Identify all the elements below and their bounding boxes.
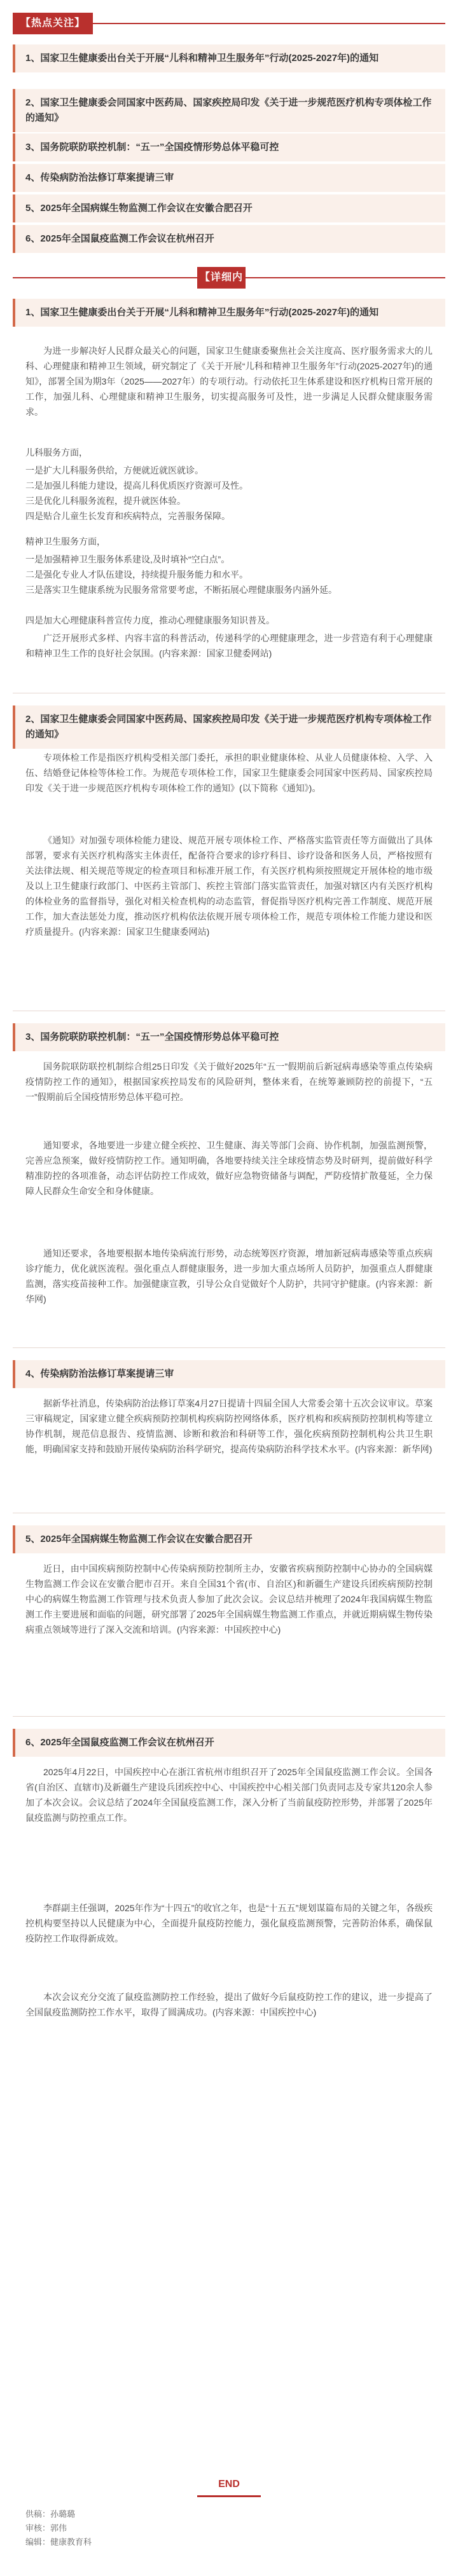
credit-reviewer: 审核：郭伟	[25, 2523, 67, 2533]
hot-section-header	[0, 13, 458, 34]
article-paragraph: 《通知》对加强专项体检能力建设、规范开展专项体检工作、严格落实监管责任等方面做出了具体部署，要求有关医疗机构落实主体责任，配备符合要求的诊疗科目、诊疗设备和医务人员，严格按照有关法律法规、相关规范等规定的检查项目和标准开展工作，有关医疗机构须按照规定开展体检的地市级及以上卫生健康行政部门、中医药主管部门、疾控主管部门落实监管责任，加强对辖区内有关医疗机构的体检业务的监督指导，强化对相关检查机构的动态监管，督促指导医疗机构完善工作制度、规范开展工作，加大查法惩处力度，推动医疗机构依法依规开展专项体检工作，规范专项体检工作能力建设和医疗质量提升。(内容来源：国家卫生健康委网站)	[25, 835, 433, 937]
end-label: END	[218, 2479, 240, 2490]
article-paragraph: 精神卫生服务方面，	[25, 536, 106, 547]
article-paragraph: 一是扩大儿科服务供给，方便就近就医就诊。	[25, 465, 204, 475]
article-paragraph: 通知要求，各地要进一步建立健全疾控、卫生健康、海关等部门会商、协作机制，加强监测预警，完善应急预案，做好疫情防控工作。通知明确，各地要持续关注全球疫情态势及时研判，提前做好科学精准防控的各项准备，动态评估防控工作成效，做好应急物资储备与调配，严防疫情扩散蔓延，全力保障人民群众生命安全和身体健康。	[25, 1140, 433, 1196]
article-paragraph: 四是加大心理健康科普宣传力度，推动心理健康服务知识普及。	[25, 615, 275, 625]
hot-item[interactable]: 6、2025年全国鼠疫监测工作会议在杭州召开	[13, 225, 445, 253]
credits	[25, 2507, 433, 2549]
article-paragraph: 为进一步解决好人民群众最关心的问题，国家卫生健康委聚焦社会关注度高、医疗服务需求大的儿科、心理健康和精神卫生领域，研究制定了《关于开展“儿科和精神卫生服务年”行动(2025-2027年)的通知》，部署全国为期3年（2025——2027年）的专项行动。行动依托卫生体系建设和医疗机构日常开展的工作，加强儿科、心理健康和精神卫生服务，切实提高服务可及性，进一步满足人民群众健康服务需求。	[25, 346, 433, 417]
article-paragraph: 三是优化儿科服务流程，提升就医体验。	[25, 496, 186, 506]
article-divider	[13, 1347, 445, 1348]
hot-item[interactable]: 3、国务院联防联控机制：“五一”全国疫情形势总体平稳可控	[13, 133, 445, 161]
article-title: 4、传染病防治法修订草案提请三审	[13, 1360, 445, 1388]
hot-item[interactable]: 4、传染病防治法修订草案提请三审	[13, 164, 445, 192]
hot-tag: 【热点关注】	[13, 13, 93, 34]
article-paragraph: 一是加强精神卫生服务体系建设,及时填补“空白点”。	[25, 554, 230, 564]
detail-section-header	[0, 267, 458, 289]
hot-item[interactable]: 1、国家卫生健康委出台关于开展“儿科和精神卫生服务年”行动(2025-2027年)的通知	[13, 44, 445, 72]
article-paragraph: 本次会议充分交流了鼠疫监测防控工作经验，提出了做好今后鼠疫防控工作的建议，进一步提高了全国鼠疫监测防控工作水平，取得了圆满成功。(内容来源：中国疾控中心)	[25, 1992, 433, 2017]
article-paragraph: 通知还要求，各地要根据本地传染病流行形势，动态统筹医疗资源，增加新冠病毒感染等重点疾病诊疗能力，优化就医流程。强化重点人群健康服务，进一步加大重点场所人员防护，加强重点人群健康监测，落实疫苗接种工作。加强健康宣教，引导公众自觉做好个人防护，共同守护健康。(内容来源：新华网)	[25, 1248, 433, 1304]
article-title: 5、2025年全国病媒生物监测工作会议在安徽合肥召开	[13, 1525, 445, 1553]
hot-item[interactable]: 5、2025年全国病媒生物监测工作会议在安徽合肥召开	[13, 194, 445, 222]
article-divider	[13, 1716, 445, 1717]
article-paragraph: 近日，由中国疾病预防控制中心传染病预防控制所主办，安徽省疾病预防控制中心协办的全国病媒生物监测工作会议在安徽合肥市召开。来自全国31个省(市、自治区)和新疆生产建设兵团疾病预防控制中心的病媒生物监测工作管理与技术负责人参加了此次会议。会议总结并梳理了2024年我国病媒生物监测工作主要进展和面临的问题，研究部署了2025年全国病媒生物监测工作重点，并就近期病媒生物传染病重点领域等进行了深入交流和培训。(内容来源：中国疾控中心)	[25, 1564, 433, 1635]
article-title: 1、国家卫生健康委出台关于开展“儿科和精神卫生服务年”行动(2025-2027年)的通知	[13, 299, 445, 327]
article-paragraph: 广泛开展形式多样、内容丰富的科普活动，传递科学的心理健康理念，进一步营造有利于心理健康和精神卫生工作的良好社会氛围。(内容来源：国家卫健委网站)	[25, 633, 433, 658]
article-paragraph: 2025年4月22日，中国疾控中心在浙江省杭州市组织召开了2025年全国鼠疫监测工作会议。全国各省(自治区、直辖市)及新疆生产建设兵团疾控中心、中国疾控中心相关部门负责同志及专家共120余人参加了本次会议。会议总结了2024年全国鼠疫监测工作，深入分析了当前鼠疫防控形势，并部署了2025年鼠疫监测与防控重点工作。	[25, 1767, 433, 1823]
article-paragraph: 四是贴合儿童生长发育和疾病特点，完善服务保障。	[25, 511, 230, 521]
article-paragraph: 专项体检工作是指医疗机构受相关部门委托，承担的职业健康体检、从业人员健康体检、入学、入伍、结婚登记体检等体检工作。为规范专项体检工作，国家卫生健康委会同国家中医药局、国家疾控局印发《关于进一步规范医疗机构专项体检工作的通知》(以下简称《通知》)。	[25, 753, 433, 793]
article-paragraph: 据新华社消息，传染病防治法修订草案4月27日提请十四届全国人大常委会第十五次会议审议。草案三审稿规定，国家建立健全疾病预防控制机构疾病防控网络体系，医疗机构和疾病预防控制机构等建立协作机制，规范信息报告、疫情监测、诊断和救治和科研等工作，强化疾病预防控制机构公共卫生职能，明确国家支持和鼓励开展传染病防治科学研究，提高传染病防治科学技术水平。(内容来源：新华网)	[25, 1398, 433, 1454]
article-paragraph: 儿科服务方面，	[25, 447, 88, 458]
detail-tag: 【详细内	[197, 267, 246, 289]
article-paragraph: 二是加强儿科能力建设，提高儿科优质医疗资源可及性。	[25, 480, 248, 491]
article-title: 6、2025年全国鼠疫监测工作会议在杭州召开	[13, 1729, 445, 1757]
end-bar	[197, 2495, 261, 2497]
article-paragraph: 国务院联防联控机制综合组25日印发《关于做好2025年“五一”假期前后新冠病毒感染等重点传染病疫情防控工作的通知》，根据国家疾控局发布的风险研判，整体来看，在统筹兼顾防控的前提下，“五一”假期前后全国疫情形势总体平稳可控。	[25, 1061, 433, 1102]
credit-editor: 供稿：孙璐璐	[25, 2509, 76, 2519]
article-title: 2、国家卫生健康委会同国家中医药局、国家疾控局印发《关于进一步规范医疗机构专项体检工作的通知》	[13, 705, 445, 749]
hot-item[interactable]: 2、国家卫生健康委会同国家中医药局、国家疾控局印发《关于进一步规范医疗机构专项体检工作的通知》	[13, 89, 445, 132]
article-paragraph: 三是落实卫生健康系统为民服务常常要考虑，不断拓展心理健康服务内涵外延。	[25, 585, 337, 595]
article-title: 3、国务院联防联控机制：“五一”全国疫情形势总体平稳可控	[13, 1023, 445, 1051]
credit-publisher: 编辑：健康教育科	[25, 2537, 92, 2547]
article-paragraph: 二是强化专业人才队伍建设，持续提升服务能力和水平。	[25, 569, 248, 580]
end-mark	[197, 2479, 261, 2490]
article-paragraph: 李群副主任强调，2025年作为“十四五”的收官之年，也是“十五五”规划谋篇布局的关键之年，各级疾控机构要坚持以人民健康为中心，全面提升鼠疫防控能力，强化鼠疫监测预警，完善防治体系，确保鼠疫防控工作取得新成效。	[25, 1903, 433, 1944]
